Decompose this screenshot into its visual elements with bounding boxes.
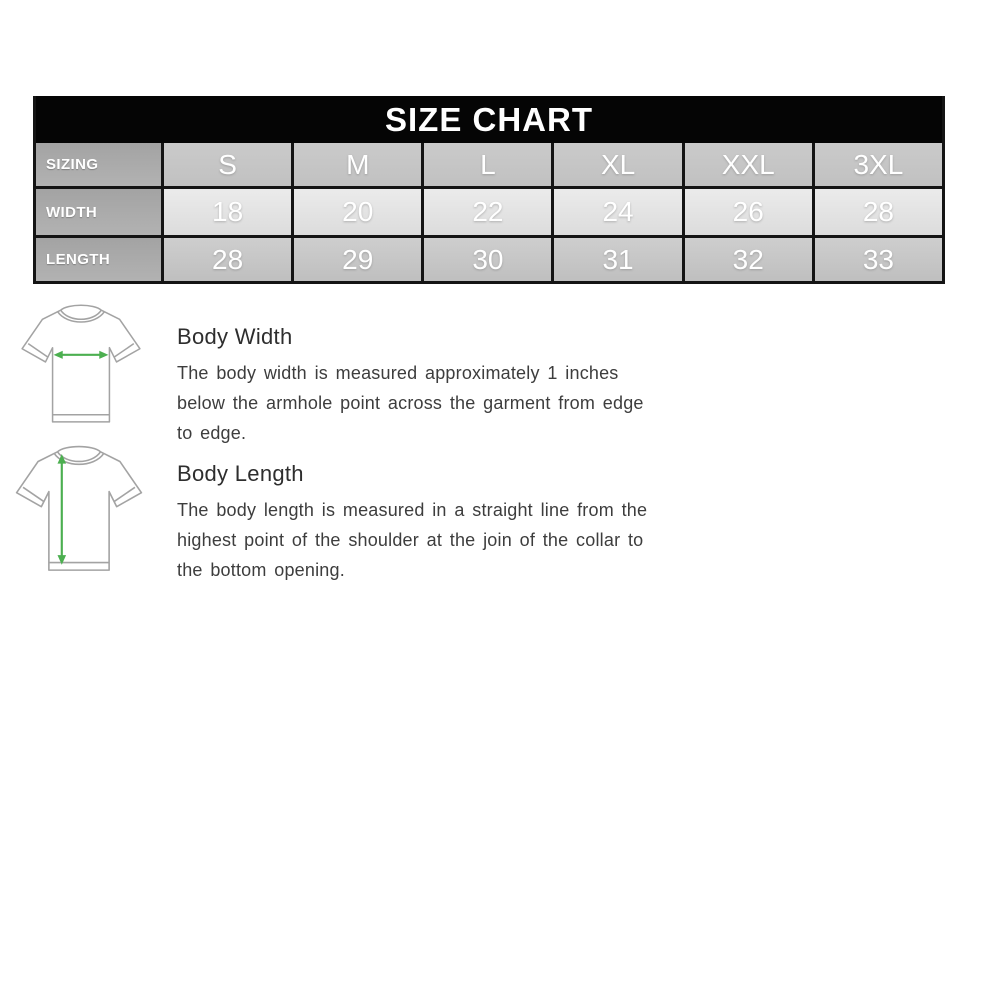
width-cell-l: 22 — [424, 189, 551, 235]
width-cell-s: 18 — [164, 189, 291, 235]
width-cell-3xl: 28 — [815, 189, 942, 235]
row-label-width: WIDTH — [36, 189, 161, 235]
width-cell-xxl: 26 — [685, 189, 812, 235]
size-chart-title: SIZE CHART — [36, 96, 942, 143]
length-cell-3xl: 33 — [815, 238, 942, 281]
body-width-section — [177, 324, 657, 448]
body-width-desc-line-2: below the armhole point across the garment from edge — [177, 393, 644, 413]
size-cell-3xl: 3XL — [815, 143, 942, 186]
tshirt-outline — [22, 305, 140, 422]
body-length-desc-line-2: highest point of the shoulder at the join of the collar to — [177, 530, 644, 550]
body-width-desc-line-1: The body width is measured approximately 1 inches — [177, 363, 619, 383]
size-chart-table — [33, 96, 945, 284]
length-cell-xxl: 32 — [685, 238, 812, 281]
length-cell-m: 29 — [294, 238, 421, 281]
body-length-desc-line-1: The body length is measured in a straight line from the — [177, 500, 648, 520]
width-cell-m: 20 — [294, 189, 421, 235]
body-width-heading: Body Width — [177, 324, 293, 349]
tshirt-body-length-icon — [8, 442, 150, 581]
length-cell-s: 28 — [164, 238, 291, 281]
size-cell-xxl: XXL — [685, 143, 812, 186]
body-width-desc-line-3: to edge. — [177, 423, 247, 443]
tshirt-body-width-icon — [14, 301, 148, 432]
width-cell-xl: 24 — [554, 189, 681, 235]
size-cell-l: L — [424, 143, 551, 186]
size-chart-grid — [36, 143, 942, 281]
length-cell-xl: 31 — [554, 238, 681, 281]
size-cell-xl: XL — [554, 143, 681, 186]
row-label-sizing: SIZING — [36, 143, 161, 186]
tshirt-outline — [17, 447, 142, 571]
row-label-length: LENGTH — [36, 238, 161, 281]
body-length-heading: Body Length — [177, 461, 304, 486]
length-cell-l: 30 — [424, 238, 551, 281]
size-cell-m: M — [294, 143, 421, 186]
size-cell-s: S — [164, 143, 291, 186]
body-length-section — [177, 461, 657, 585]
body-length-desc-line-3: the bottom opening. — [177, 560, 345, 580]
